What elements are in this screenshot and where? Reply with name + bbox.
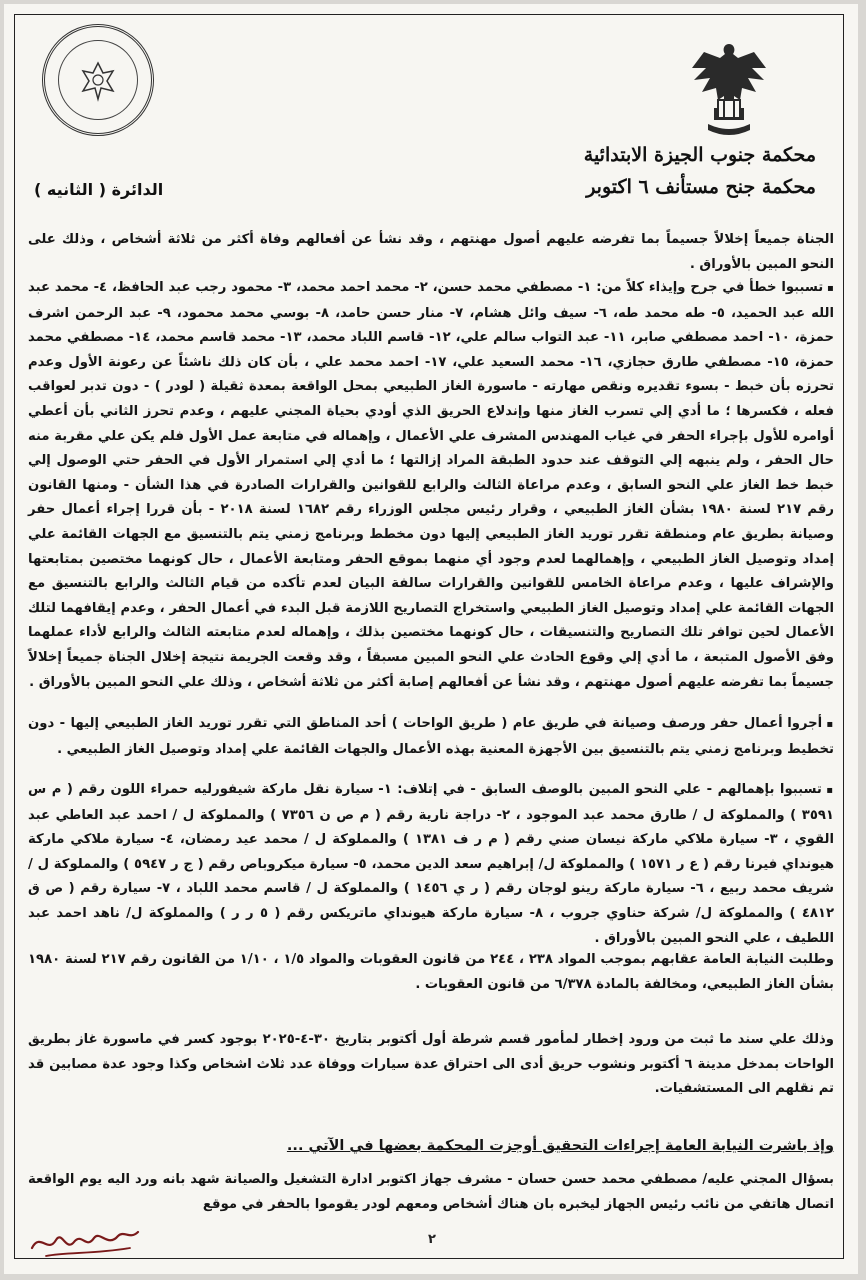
paragraph-4: ▪ تسببوا بإهمالهم - علي النحو المبين بالوصف السابق - في إتلاف: ١- سيارة نقل ماركة شيفورليه حمراء اللون رقم ( م س ٣٥٩١ ) والمملوكة ل / طارق محمد عبد الموجود ، ٢- دراجة نارية رقم ( م ص ن ٧٣٥٦ ) والمملوكة ل / احمد عبد العاطي عبد القوي ، ٣- سيارة ملاكي ماركة نيسان صني رقم ( م ر ف ١٣٨١ ) والمملوكة ل / محمد عيد رمضان، ٤- سيارة ملاكي ماركة هيونداي فيرنا رقم ( ع ر ١٥٧١ ) والمملوكة ل/ إبراهيم سعد الدين محمد، ٥- سيارة ميكروباص رقم ( ج ر ٥٩٤٧ ) والمملوكة ل / شريف محمد ربيع ، ٦- سيارة ماركة رينو لوجان رقم ( ر ي ١٤٥٦ ) والمملوكة ل / قاسم محمد اللباد ، ٧- سيارة رقم ( ص ق ٤٨١٢ ) والمملوكة ل/ شركة حناوي جروب ، ٨- سيارة ماركة هيونداي ماتريكس رقم ( ٥ ر ر ) والمملوكة ل/ ناهد احمد عبد اللطيف ، علي النحو المبين بالأوراق .: [28, 778, 834, 951]
section-heading: وإذ باشرت النيابة العامة إجراءات التحقيق أوجزت المحكمة بعضها في الآتي ...: [286, 1138, 834, 1154]
paragraph-3: ▪ أجروا أعمال حفر ورصف وصيانة في طريق عام ( طريق الواحات ) أحد المناطق التي تقرر توريد الغاز الطبيعي إليها - دون تخطيط وبرنامج زمني يتم بالتنسيق بين الأجهزة المعنية بهذه الأعمال والجهات القائمة علي إمداد وتوصيل الغاز الطبيعي .: [28, 712, 834, 762]
handwritten-signature-icon: [26, 1214, 144, 1264]
paragraph-5: وطلبت النيابة العامة عقابهم بموجب المواد ٢٣٨ ، ٢٤٤ من قانون العقوبات والمواد ١/٥ ، ١/١٠ من القانون رقم ٢١٧ لسنة ١٩٨٠ بشأن الغاز الطبيعي، ومخالفة بالمادة ٦/٣٧٨ من قانون العقوبات .: [28, 952, 834, 992]
court-name: محكمة جنوب الجيزة الابتدائية: [583, 144, 816, 166]
eagle-emblem-icon: [684, 38, 774, 142]
court-division: محكمة جنح مستأنف ٦ اكتوبر: [586, 176, 816, 198]
paragraph-7: بسؤال المجني عليه/ مصطفي محمد حسن حسان - مشرف جهاز اكتوبر ادارة التشغيل والصيانة شهد بانه ورد اليه يوم الواقعة اتصال هاتفي من نائب رئيس الجهاز ليخبره بان هناك أشخاص ومعهم لودر يقوموا بالحفر في موقع: [28, 1172, 834, 1212]
circuit-label: الدائرة ( الثانيه ): [34, 180, 164, 199]
court-seal-icon: [42, 24, 154, 136]
page-number: ٢: [428, 1232, 436, 1247]
paragraph-1: الجناة جميعاً إخلالاً جسيماً بما تفرضه عليهم أصول مهنتهم ، وقد نشأ عن أفعالهم وفاة أكثر من ثلاثة أشخاص ، وذلك على النحو المبين بالأوراق .: [28, 232, 834, 272]
paragraph-2: ▪ تسببوا خطأ في جرح وإيذاء كلاً من: ١- مصطفي محمد حسن، ٢- محمد احمد محمد، ٣- محمود رجب عبد الحافظ، ٤- محمد عبد الله عبد الحميد، ٥- طه محمد طه، ٦- سيف وائل هشام، ٧- منار حسن حامد، ٨- بوسي محمد محمود، ٩- عبد الرحمن اشرف حمزة، ١٠- احمد مصطفي صابر، ١١- عبد التواب سالم علي، ١٢- قاسم اللباد محمد، ١٣- محمد قاسم محمد، ١٤- مصطفي محمد حمزة، ١٥- مصطفي طارق حجازي، ١٦- محمد السعيد علي، ١٧- احمد محمد علي ، بأن كان ذلك ناشئاً عن رعونة الأول وعدم تحرزه بأن خبط - بسوء تقديره ونقص مهارته - ماسورة الغاز الطبيعي بمحل الواقعة بمعدة ثقيلة ( لودر ) - دون تدبر لعواقب فعله ، فكسرها ؛ ما أدي إلي تسرب الغاز منها وإندلاع الحريق الذي أودي بحياة المجني عليهم ، وعدم تحرز الثاني بأن أعطي أوامره للأول بإجراء الحفر في غياب المهندس المشرف علي الأعمال ، وإهماله في متابعة عمل الأول فلم يكن علي مقربة منه حال الحفر ، ولم ينبهه إلي التوقف عند حدود الطبقة المراد إزالتها ؛ ما أدي إلي استمرار الأول في الحفر حتي الوصول إلي خبط خط الغاز علي النحو السابق ، وعدم مراعاة الثالث والرابع للقوانين والقرارات الصادرة في هذا الشأن - ومنها القانون رقم ٢١٧ لسنة ١٩٨٠ بشأن الغاز الطبيعي ، وقرار رئيس مجلس الوزراء رقم ١٦٨٢ لسنة ٢٠١٨ - بأن قررا إجراء أعمال حفر وصيانة بطريق عام ومنطقة تقرر توريد الغاز الطبيعي إليها دون مخطط وبرنامج زمني يتم بالتنسيق مع الجهات القائمة علي إمداد وتوصيل الغاز الطبيعي ، وإهمالهما لعدم وجود أي منهما بموقع الحفر ومتابعة الأعمال ، حال كونهما مختصين بمتابعتها والإشراف عليها ، وعدم مراعاة الخامس للقوانين والقرارات سالفة البيان لعدم تأكده من قيام الثالث والرابع بالتنسيق مع الجهات القائمة علي إمداد وتوصيل الغاز الطبيعي واستخراج التصاريح اللازمة قبل البدء في أعمال الحفر ، وعدم إيقافهما لتلك الأعمال لحين توافر تلك التصاريح والتنسيقات ، حال كونهما مختصين بذلك ، وإهماله لعدم متابعته الثالث والرابع لأداء عملهما وفق الأصول المتبعة ، ما أدي إلي وقوع الحادث علي النحو المبين مسبقاً ، وقد وقعت الجريمة نتيجة إخلال الجناة جميعاً إخلالاً جسيماً بما تفرضه عليهم أصول مهنتهم ، وقد نشأ عن أفعالهم إصابة أكثر من ثلاثة أشخاص ، وذلك علي النحو المبين بالأوراق .: [28, 276, 834, 695]
paragraph-6: وذلك علي سند ما ثبت من ورود إخطار لمأمور قسم شرطة أول أكتوبر بتاريخ ٣٠-٤-٢٠٢٥ بوجود كسر في ماسورة غاز بطريق الواحات بمدخل مدينة ٦ أكتوبر ونشوب حريق أدى الى احتراق عدة سيارات ووفاة عدد ثلاث اشخاص وكذا وجود عدة مصابين قد تم نقلهم الى المستشفيات.: [28, 1032, 834, 1097]
document-page: [4, 4, 858, 1274]
